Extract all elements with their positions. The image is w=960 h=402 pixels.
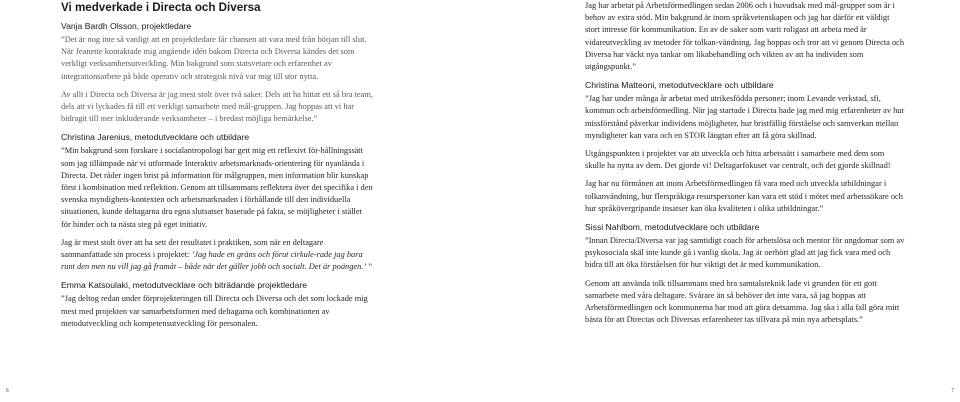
paragraph-text: Jag är mest stolt över att ha sett det resultatet i praktiken, som när en deltagare sammanfattade sin process i projektet: bbox=[61, 237, 324, 260]
paragraph: ”Min bakgrund som forskare i socialantropologi har gett mig ett reflexivt för-hållningssätt som jag tillämpade när vi utformade Interaktiv arbetsmarknads-orientering för nyanlända i Directa. Det råder ingen brist på information för målgruppen, men information blir kunskap först i kombination med reflektion. Genom att tillsammans reflektera över det specifika i den svenska myndighets-kontexten och arbetsmarknaden i förhållande till den individuella situationen, kunde deltagarna dra egna slutsatser baserade på fakta, se möjligheter i stället för hinder och ta nästa steg på eget initiativ. bbox=[61, 146, 373, 229]
right-column bbox=[585, 0, 905, 332]
quote-text: ’Jag hade en gräns och förut cirkule-rade jag bara runt den men nu vill jag gå framåt – både när det gäller jobb och socialt. Det är poängen.’ ” bbox=[61, 250, 373, 272]
paragraph: Jag har arbetat på Arbetsförmedlingen sedan 2006 och i huvudsak med mål-grupper som är i behov av extra stöd. Min bakgrund är inom språkvetenskapen och jag har därför ett väldigt stort intresse för kommunikation. En av de saker som varit roligast att arbeta med är vidareutveckling av metoder för tolkan-vändning. Jag hoppas och tror att vi genom Directa och Diversa har väckt nya tankar om likabehandling och vikten av att ha individen som utgångspunkt.” bbox=[585, 1, 905, 72]
paragraph: ”Jag har under många år arbetat med utrikesfödda personer; inom Levande verkstad, sfi, kommun och arbetsförmedling. När jag startade i Directa hade jag med mig erfarenheter av hur missförstånd påverkar individens möjligheter, hur bristfällig förståelse och samverkan mellan myndigheter kan vara och en STOR längtan efter att få göra skillnad. bbox=[585, 94, 905, 140]
person-section bbox=[585, 221, 905, 326]
paragraph: ”Innan Directa/Diversa var jag samtidigt coach för arbetslösa och mentor för ungdomar som av psykosociala skäl inte kunde gå i vanlig skola. Jag är oerhört glad att jag fick vara med och bidra till att öka förståelsen för hur viktigt det är med kommunikation. bbox=[585, 236, 905, 270]
paragraph: Utgångspunkten i projektet var att utveckla och hitta arbetssätt i samarbete med dem som skulle ha nytta av dem. Det gjorde vi! Deltagarfokuset var centralt, och det gjorde skillnad! bbox=[585, 149, 891, 171]
section-heading: Christina Matteoni, metodutvecklare och utbildare bbox=[585, 80, 774, 91]
left-column bbox=[61, 0, 373, 336]
section-heading: Sissi Nahlbom, metodutvecklare och utbildare bbox=[585, 222, 760, 233]
section-heading: Emma Katsoulaki, metodutvecklare och biträdande projektledare bbox=[61, 280, 308, 291]
person-section bbox=[585, 79, 905, 215]
paragraph bbox=[61, 237, 373, 274]
page-number: 7 bbox=[951, 388, 954, 394]
page-title: Vi medverkade i Directa och Diversa bbox=[61, 1, 261, 14]
intro-section bbox=[61, 20, 373, 125]
person-section bbox=[61, 131, 373, 273]
section-heading: Christina Jarenius, metodutvecklare och utbildare bbox=[61, 132, 250, 143]
page-number: 6 bbox=[6, 388, 9, 394]
paragraph: ”Det är nog inte så vanligt att en projektledare får chansen att vara med från början till slut. När Jeanette kontaktade mig angående idén bakom Directa och Diversa kändes det som verkligt verksamhetsutveckling. Min bakgrund som statsvetare och erfarenhet av integrationsarbete på både operativ och strategisk nivå var mig till stor nytta. bbox=[61, 35, 367, 81]
paragraph: Genom att använda tolk tillsammans med bra samtalsteknik lade vi grunden för ett gott samarbete med våra deltagare. Svårare än så behöver det inte vara, så jag hoppas att Arbetsförmedlingen och kommunerna har mod att göra detsamma. Jag ska i alla fall göra mitt bästa för att Directas och Diversas erfarenheter tas tillvara på min nya arbetsplats.” bbox=[585, 278, 900, 325]
person-section bbox=[61, 279, 373, 330]
right-page bbox=[480, 0, 960, 402]
paragraph: ”Jag deltog redan under förprojekteringen till Directa och Diversa och det som lockade mig mest med projekten var samarbetsformen med deltagarna och kombinationen av metodutveckling och kompetensutveckling för personalen. bbox=[61, 294, 368, 328]
person-section bbox=[585, 0, 905, 73]
section-heading: Vanja Bardh Olsson, projektledare bbox=[61, 21, 192, 31]
paragraph: Jag har nu förmånen att inom Arbetsförmedlingen få vara med och utveckla utbildningar i tolkanvändning, hur flerspråkiga resurspersoner kan vara ett stöd i mötet med arbetssökare och hur språkövergripande insatser kan öka kvaliteten i olika utbildningar.” bbox=[585, 179, 903, 213]
paragraph: Av allt i Directa och Diversa är jag mest stolt över två saker. Dels att ha hittat ett så bra team, dels att vi lyckades få till ett verkligt samarbete med mål-gruppen. Jag hoppas att vi har bidragit till mer inkluderande verksamheter – i bredast möjliga bemärkelse.” bbox=[61, 89, 373, 124]
